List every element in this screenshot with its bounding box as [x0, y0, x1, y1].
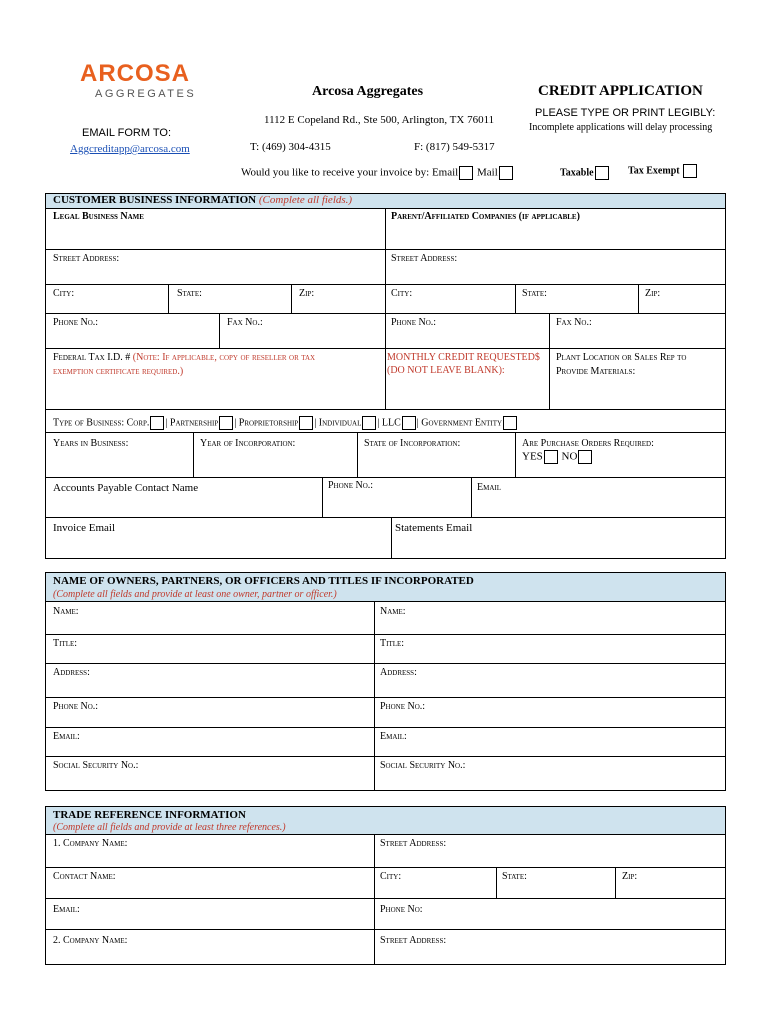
- owner1-ssn-label: Social Security No.:: [53, 760, 139, 771]
- owner2-email-label: Email:: [380, 731, 407, 742]
- arcosa-logo: [80, 62, 198, 100]
- state-label: State:: [177, 288, 202, 299]
- incomplete-note: Incomplete applications will delay processing: [529, 122, 713, 133]
- customer-section-title: CUSTOMER BUSINESS INFORMATION (Complete all fields.): [53, 194, 353, 206]
- street-label: Street Address:: [53, 253, 120, 264]
- taxable-group: [560, 166, 610, 180]
- trade-section-note: (Complete all fields and provide at least three references.): [53, 822, 286, 833]
- form-title: CREDIT APPLICATION: [538, 83, 703, 99]
- zip2-label: Zip:: [645, 288, 661, 299]
- owner1-name-label: Name:: [53, 606, 79, 617]
- tax-exempt-group: [628, 164, 698, 178]
- fed-tax-label: Federal Tax I.D. # (Note: If applicable, copy of reseller or tax: [53, 352, 316, 363]
- company-address: 1112 E Copeland Rd., Ste 500, Arlington, TX 76011: [264, 114, 495, 126]
- invoice-email-label: Invoice Email: [53, 522, 116, 534]
- ref1-email-label: Email:: [53, 904, 80, 915]
- fed-tax-note: exemption certificate required.): [53, 366, 184, 377]
- legal-name-label: Legal Business Name: [53, 211, 144, 222]
- city-label: City:: [53, 288, 75, 299]
- trade-section-title: TRADE REFERENCE INFORMATION: [53, 809, 246, 821]
- ap-email-label: Email: [477, 482, 501, 493]
- owner2-title-label: Title:: [380, 638, 405, 649]
- owners-section: [45, 572, 726, 791]
- owner1-title-label: Title:: [53, 638, 78, 649]
- email-link[interactable]: Aggcreditapp@arcosa.com: [70, 143, 190, 155]
- ref1-zip-label: Zip:: [622, 871, 638, 882]
- ref1-state-label: State:: [502, 871, 527, 882]
- owner2-address-label: Address:: [380, 667, 417, 678]
- owners-section-title: NAME OF OWNERS, PARTNERS, OR OFFICERS AND TITLES IF INCORPORATED: [53, 575, 474, 587]
- individual-checkbox[interactable]: [362, 416, 376, 430]
- years-business-label: Years in Business:: [53, 438, 129, 449]
- company-phone: T: (469) 304-4315: [250, 141, 331, 153]
- ref2-company-label: 2. Company Name:: [53, 935, 128, 946]
- brand-sub: AGGREGATES: [95, 88, 197, 100]
- zip-label: Zip:: [299, 288, 315, 299]
- mail-label: Mail: [476, 166, 498, 179]
- owner2-phone-label: Phone No.:: [380, 701, 426, 712]
- government-checkbox[interactable]: [503, 416, 517, 430]
- proprietorship-checkbox[interactable]: [299, 416, 313, 430]
- state-inc-label: State of Incorporation:: [364, 438, 461, 449]
- state2-label: State:: [522, 288, 547, 299]
- invoice-question: [241, 166, 514, 180]
- business-type-row: Type of Business: Corp. | Partnership | Proprietorship | Individual | LLC | Government Entity: [53, 416, 518, 430]
- owner1-phone-label: Phone No.:: [53, 701, 99, 712]
- company-fax: F: (817) 549-5317: [414, 141, 495, 153]
- company-name: Arcosa Aggregates: [312, 84, 424, 99]
- invoice-question-text: Would you like to receive your invoice by: Email: [241, 166, 459, 179]
- taxable-label: Taxable: [560, 167, 594, 179]
- please-print: PLEASE TYPE OR PRINT LEGIBLY:: [535, 107, 716, 119]
- brand-name: ARCOSA: [80, 60, 191, 87]
- po-required-label: Are Purchase Orders Required:: [522, 438, 654, 449]
- owner2-ssn-label: Social Security No.:: [380, 760, 466, 771]
- owner1-email-label: Email:: [53, 731, 80, 742]
- ref2-street-label: Street Address:: [380, 935, 447, 946]
- plant-location-label: Plant Location or Sales Rep to: [556, 352, 687, 363]
- phone-label: Phone No.:: [53, 317, 99, 328]
- ap-contact-label: Accounts Payable Contact Name: [53, 482, 199, 494]
- plant-location-label-2: Provide Materials:: [556, 366, 636, 377]
- city2-label: City:: [391, 288, 413, 299]
- tax-exempt-checkbox[interactable]: [683, 164, 697, 178]
- year-inc-label: Year of Incorporation:: [200, 438, 296, 449]
- taxable-checkbox[interactable]: [595, 166, 609, 180]
- email-form-label: EMAIL FORM TO:: [82, 127, 172, 139]
- po-yes-checkbox[interactable]: [544, 450, 558, 464]
- owner2-name-label: Name:: [380, 606, 406, 617]
- statements-email-label: Statements Email: [395, 522, 473, 534]
- ref1-company-label: 1. Company Name:: [53, 838, 128, 849]
- partnership-checkbox[interactable]: [219, 416, 233, 430]
- phone2-label: Phone No.:: [391, 317, 437, 328]
- owners-section-note: (Complete all fields and provide at least one owner, partner or officer.): [53, 589, 337, 600]
- fax2-label: Fax No.:: [556, 317, 592, 328]
- owner1-address-label: Address:: [53, 667, 90, 678]
- fax-label: Fax No.:: [227, 317, 263, 328]
- ref1-contact-label: Contact Name:: [53, 871, 116, 882]
- credit-requested-note: (DO NOT LEAVE BLANK):: [387, 365, 505, 376]
- email-checkbox[interactable]: [459, 166, 473, 180]
- street2-label: Street Address:: [391, 253, 458, 264]
- credit-requested-label: MONTHLY CREDIT REQUESTED$: [387, 352, 540, 363]
- ref1-street-label: Street Address:: [380, 838, 447, 849]
- tax-exempt-label: Tax Exempt: [628, 165, 680, 177]
- po-yes-no: YES NO: [522, 450, 593, 464]
- ap-phone-label: Phone No.:: [328, 480, 374, 491]
- mail-checkbox[interactable]: [499, 166, 513, 180]
- ref1-city-label: City:: [380, 871, 402, 882]
- corp-checkbox[interactable]: [150, 416, 164, 430]
- ref1-phone-label: Phone No:: [380, 904, 423, 915]
- po-no-checkbox[interactable]: [578, 450, 592, 464]
- llc-checkbox[interactable]: [402, 416, 416, 430]
- parent-label: Parent/Affiliated Companies (if applicable): [391, 211, 580, 222]
